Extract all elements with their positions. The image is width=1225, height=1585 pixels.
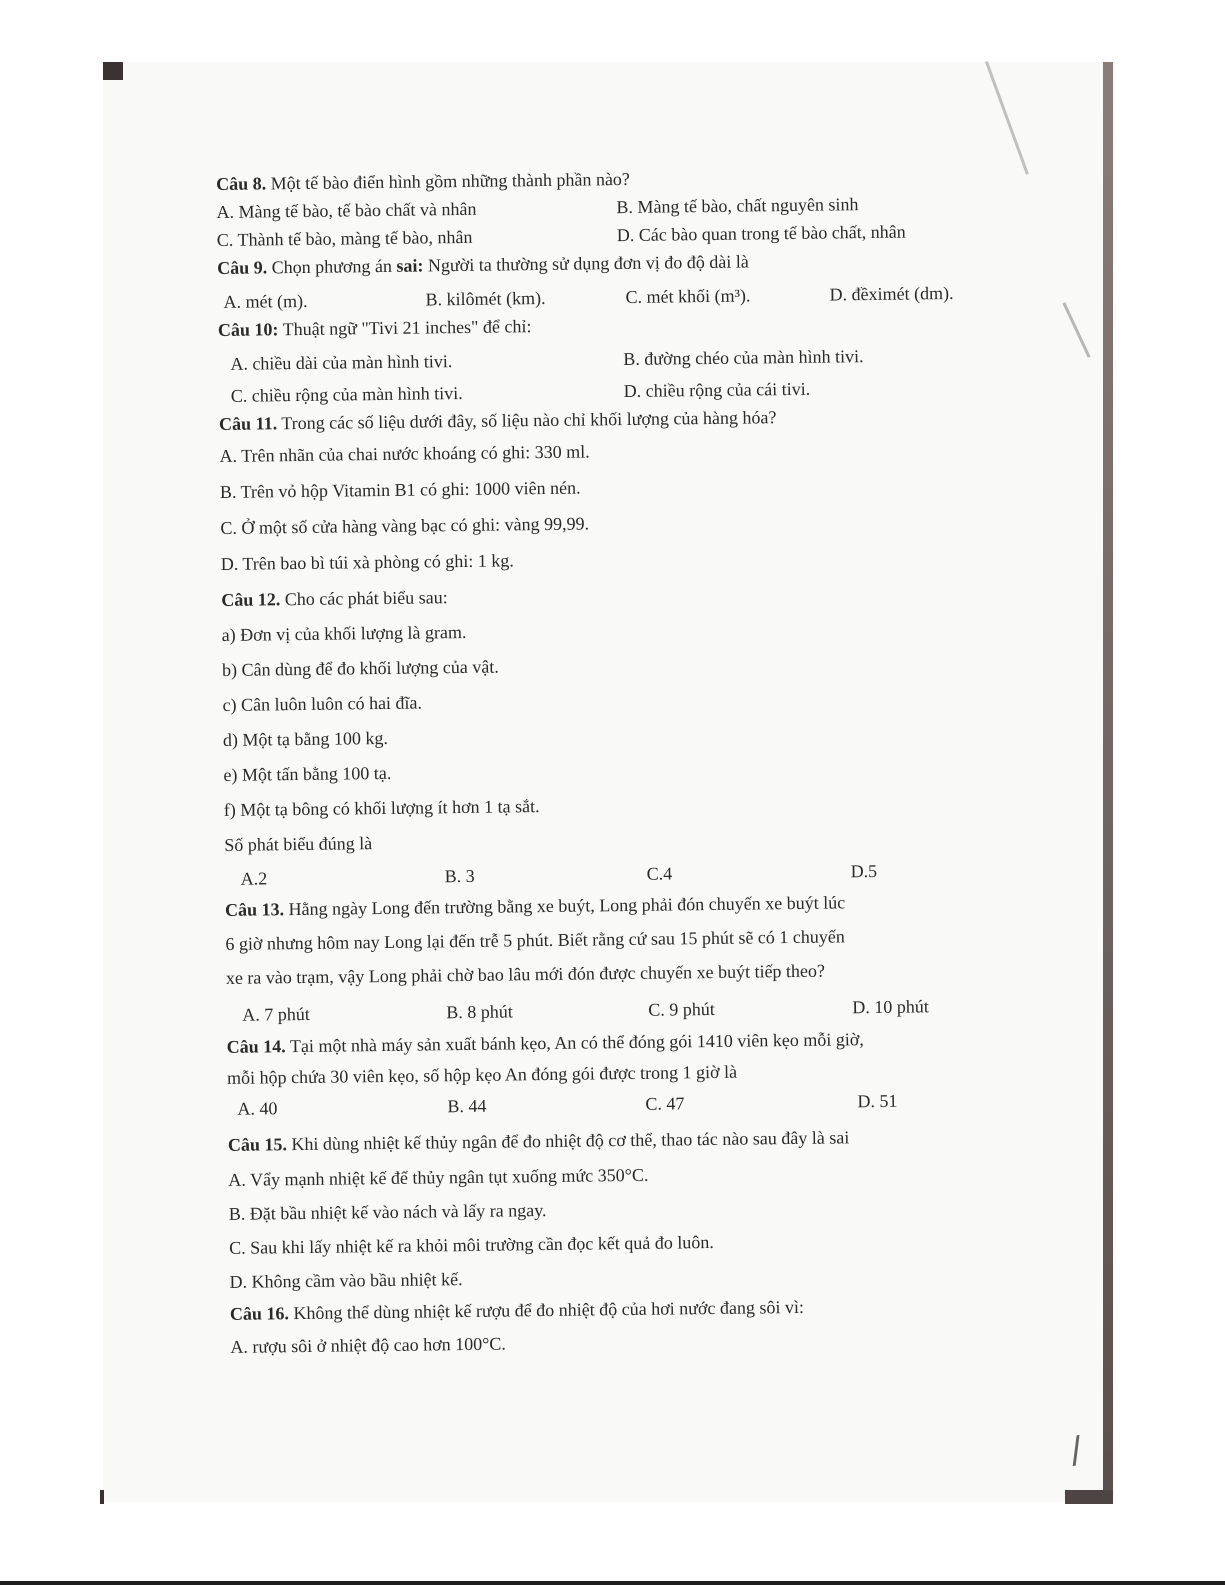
option-c: C. Thành tế bào, màng tế bào, nhân — [216, 226, 473, 250]
question-text: Tại một nhà máy sản xuất bánh kẹo, An có thể đóng gói 1410 viên kẹo mỗi giờ, — [289, 1029, 864, 1057]
option-a: A. 40 — [237, 1098, 278, 1119]
option-a: A. Vẩy mạnh nhiệt kế để thủy ngân tụt xuống mức 350°C. — [228, 1164, 649, 1190]
option-d: D. 10 phút — [852, 996, 929, 1018]
statement-a: a) Đơn vị của khối lượng là gram. — [221, 621, 467, 645]
question-label: Câu 9. — [217, 257, 268, 278]
option-b: B. Đặt bầu nhiệt kế vào nách và lấy ra ngay. — [228, 1200, 547, 1224]
bottom-shadow — [1065, 1490, 1113, 1504]
statement-b: b) Cân dùng để đo khối lượng của vật. — [221, 656, 499, 680]
pencil-mark-icon: ∕ — [1066, 1429, 1086, 1472]
question-label: Câu 14. — [226, 1036, 286, 1057]
question-text: Cho các phát biểu sau: — [284, 587, 448, 610]
option-b: B. kilômét (km). — [425, 287, 546, 310]
option-c: C. chiều rộng của màn hình tivi. — [230, 383, 463, 406]
option-c: C. mét khối (m³). — [625, 285, 751, 308]
option-b: B. đường chéo của màn hình tivi. — [623, 346, 864, 370]
option-a: A. 7 phút — [242, 1003, 310, 1025]
statement-f: f) Một tạ bông có khối lượng ít hơn 1 tạ sắt. — [223, 796, 540, 820]
option-d: D. Trên bao bì túi xà phòng có ghi: 1 kg. — [220, 550, 514, 574]
option-b: B. 3 — [444, 865, 475, 887]
option-c: C. 47 — [645, 1093, 685, 1114]
option-b: B. 8 phút — [446, 1001, 513, 1023]
option-a: A. rượu sôi ở nhiệt độ cao hơn 100°C. — [230, 1333, 506, 1357]
question-text: xe ra vào trạm, vậy Long phải chờ bao lâu mới đón được chuyến xe buýt tiếp theo? — [225, 960, 826, 988]
question-label: Câu 16. — [229, 1303, 290, 1324]
question-label: Câu 13. — [224, 899, 285, 920]
option-d: D. Không cầm vào bầu nhiệt kế. — [229, 1269, 463, 1292]
exam-content — [216, 160, 1031, 1365]
option-b: B. Màng tế bào, chất nguyên sinh — [616, 194, 859, 218]
question-text: mỗi hộp chứa 30 viên kẹo, số hộp kẹo An đóng gói được trong 1 giờ là — [226, 1061, 738, 1088]
question-text: Một tế bào điển hình gồm những thành phần nào? — [270, 168, 630, 194]
question-text: Chọn phương án — [271, 255, 397, 278]
question-text: Khi dùng nhiệt kế thủy ngân để đo nhiệt độ cơ thể, thao tác nào sau đây là sai — [291, 1127, 850, 1155]
option-a: A. Màng tế bào, tế bào chất và nhân — [216, 198, 477, 222]
option-d: D. đềximét (dm). — [829, 282, 954, 305]
option-c: C. 9 phút — [648, 998, 715, 1020]
option-b: B. Trên vỏ hộp Vitamin B1 có ghi: 1000 viên nén. — [219, 477, 581, 502]
question-label: Câu 11. — [218, 413, 278, 434]
corner-mark — [103, 62, 123, 80]
option-a: A.2 — [240, 868, 268, 889]
option-b: B. 44 — [447, 1095, 487, 1117]
option-c: C. Ở một số cửa hàng vàng bạc có ghi: vàng 99,99. — [220, 513, 590, 538]
statement-d: d) Một tạ bằng 100 kg. — [222, 727, 389, 750]
question-text: Người ta thường sử dụng đơn vị đo độ dài là — [423, 251, 749, 276]
edge-mark — [100, 1490, 104, 1504]
statement-c: c) Cân luôn luôn có hai đĩa. — [222, 692, 423, 715]
question-text: Hằng ngày Long đến trường bằng xe buýt, Long phải đón chuyến xe buýt lúc — [288, 892, 846, 920]
question-label: Câu 15. — [227, 1134, 288, 1155]
option-d: D.5 — [850, 860, 878, 882]
question-text: Thuật ngữ "Tivi 21 inches" để chỉ: — [282, 316, 532, 340]
option-c: C. Sau khi lấy nhiệt kế ra khỏi môi trường cần đọc kết quả đo luôn. — [229, 1231, 714, 1258]
question-text: Không thể dùng nhiệt kế rượu để đo nhiệt độ của hơi nước đang sôi vì: — [293, 1296, 805, 1324]
option-a: A. Trên nhãn của chai nước khoáng có ghi: 330 ml. — [219, 441, 590, 466]
question-text: Trong các số liệu dưới đây, số liệu nào chỉ khối lượng của hàng hóa? — [281, 407, 777, 434]
option-d: D. 51 — [857, 1090, 898, 1112]
question-label: Câu 10: — [217, 319, 279, 340]
paper-edge-shadow — [1103, 62, 1113, 1502]
option-d: D. chiều rộng của cái tivi. — [623, 378, 811, 402]
bottom-border — [0, 1581, 1225, 1585]
option-a: A. chiều dài của màn hình tivi. — [230, 351, 453, 374]
statement-e: e) Một tấn bằng 100 tạ. — [223, 762, 392, 785]
option-a: A. mét (m). — [223, 290, 308, 312]
question-prompt: Số phát biểu đúng là — [224, 833, 373, 855]
question-text: 6 giờ nhưng hôm nay Long lại đến trễ 5 phút. Biết rằng cứ sau 15 phút sẽ có 1 chuyến — [225, 926, 845, 954]
question-label: Câu 12. — [221, 589, 281, 610]
question-text-emphasis: sai: — [396, 255, 424, 276]
option-c: C.4 — [646, 863, 673, 884]
question-label: Câu 8. — [216, 173, 267, 194]
option-d: D. Các bào quan trong tế bào chất, nhân — [616, 221, 906, 246]
